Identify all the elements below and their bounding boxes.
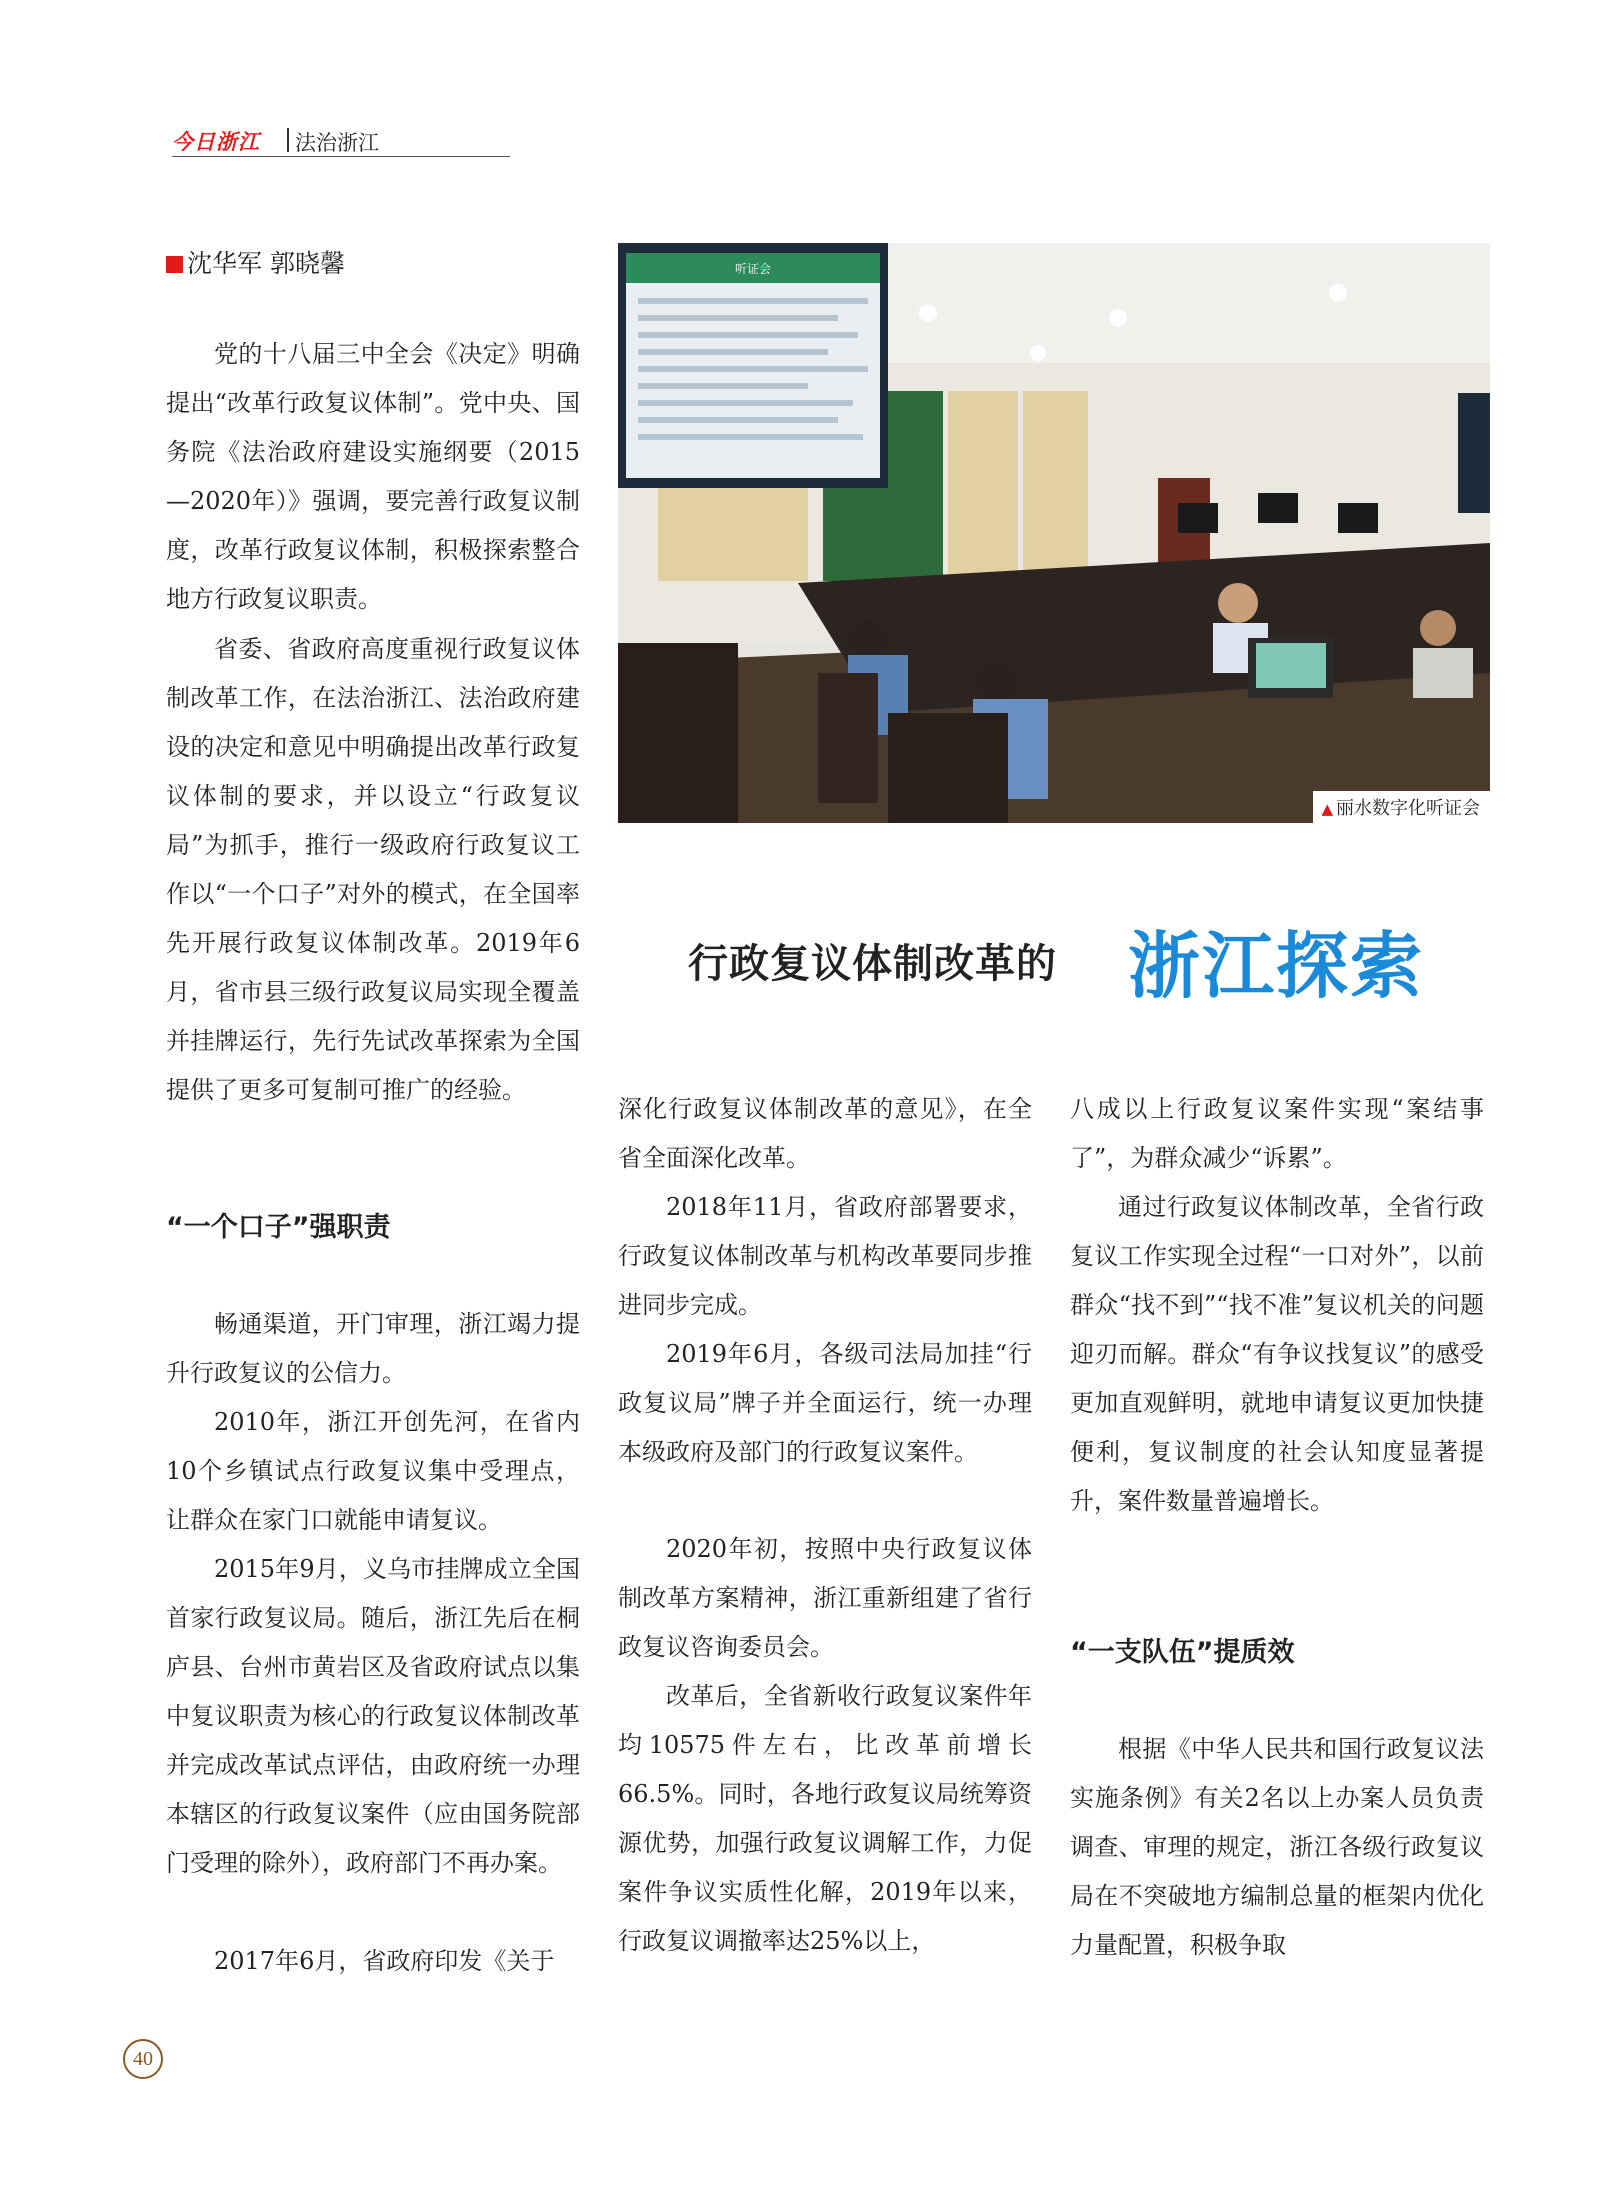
magazine-logo: 今日浙江	[172, 129, 260, 154]
article-paragraph: 党的十八届三中全会《决定》明确提出“改革行政复议体制”。党中央、国务院《法治政府建设实施纲要（2015—2020年）》强调，要完善行政复议制度，改革行政复议体制，积极探索整合地方行政复议职责。	[166, 340, 580, 613]
author-names: 沈华军 郭晓馨	[187, 249, 345, 278]
article-paragraph: 畅通渠道，开门审理，浙江竭力提升行政复议的公信力。	[166, 1310, 580, 1387]
article-paragraph: 省委、省政府高度重视行政复议体制改革工作，在法治浙江、法治政府建设的决定和意见中明确提出改革行政复议体制的要求，并以设立“行政复议局”为抓手，推行一级政府行政复议工作以“一个口子”对外的模式，在全国率先开展行政复议体制改革。2019年6月，省市县三级行政复议局实现全覆盖并挂牌运行，先行先试改革探索为全国提供了更多可复制可推广的经验。	[166, 635, 580, 1104]
subheading: “一个口子”强职责	[166, 1212, 391, 1243]
page-header	[172, 126, 510, 157]
byline	[166, 244, 345, 280]
triangle-up-icon: ▲	[1321, 800, 1333, 818]
article-paragraph: 八成以上行政复议案件实现“案结事了”，为群众减少“诉累”。	[1070, 1095, 1484, 1172]
article-paragraph: 根据《中华人民共和国行政复议法实施条例》有关2名以上办案人员负责调查、审理的规定，浙江各级行政复议局在不突破地方编制总量的框架内优化力量配置，积极争取	[1070, 1735, 1484, 1959]
article-paragraph: 2020年初，按照中央行政复议体制改革方案精神，浙江重新组建了省行政复议咨询委员会。	[618, 1535, 1032, 1661]
article-title	[688, 902, 1448, 1008]
title-accent: 浙江探索	[1128, 924, 1425, 1008]
hearing-room-image	[618, 243, 1490, 823]
caption-text: 丽水数字化听证会	[1336, 798, 1480, 819]
article-paragraph: 2015年9月，义乌市挂牌成立全国首家行政复议局。随后，浙江先后在桐庐县、台州市黄岩区及省政府试点以集中复议职责为核心的行政复议体制改革并完成改革试点评估，由政府统一办理本辖区的行政复议案件（应由国务院部门受理的除外），政府部门不再办案。	[166, 1555, 580, 1877]
article-paragraph: 2018年11月，省政府部署要求，行政复议体制改革与机构改革要同步推进同步完成。	[618, 1193, 1032, 1319]
screen-title: 听证会	[734, 262, 772, 276]
header-divider	[287, 128, 289, 152]
section-name: 法治浙江	[295, 131, 379, 155]
article-paragraph: 通过行政复议体制改革，全省行政复议工作实现全过程“一口对外”，以前群众“找不到”“找不准”复议机关的问题迎刃而解。群众“有争议找复议”的感受更加直观鲜明，就地申请复议更加快捷便利，复议制度的社会认知度显著提升，案件数量普遍增长。	[1070, 1193, 1484, 1515]
hearing-photo	[618, 243, 1490, 823]
square-icon	[166, 256, 183, 273]
title-main: 行政复议体制改革的	[688, 940, 1057, 987]
photo-caption	[1313, 791, 1490, 823]
page-number: 40	[123, 2039, 163, 2079]
article-paragraph: 改革后，全省新收行政复议案件年均10575件左右，比改革前增长66.5%。同时，各地行政复议局统筹资源优势，加强行政复议调解工作，力促案件争议实质性化解，2019年以来，行政复议调撤率达25%以上，	[618, 1682, 1032, 1955]
article-paragraph: 2017年6月，省政府印发《关于	[214, 1947, 555, 1975]
article-paragraph: 深化行政复议体制改革的意见》，在全省全面深化改革。	[618, 1095, 1032, 1172]
subheading: “一支队伍”提质效	[1070, 1637, 1295, 1668]
article-paragraph: 2010年，浙江开创先河，在省内10个乡镇试点行政复议集中受理点，让群众在家门口就能申请复议。	[166, 1408, 580, 1534]
article-paragraph: 2019年6月，各级司法局加挂“行政复议局”牌子并全面运行，统一办理本级政府及部门的行政复议案件。	[618, 1340, 1032, 1466]
